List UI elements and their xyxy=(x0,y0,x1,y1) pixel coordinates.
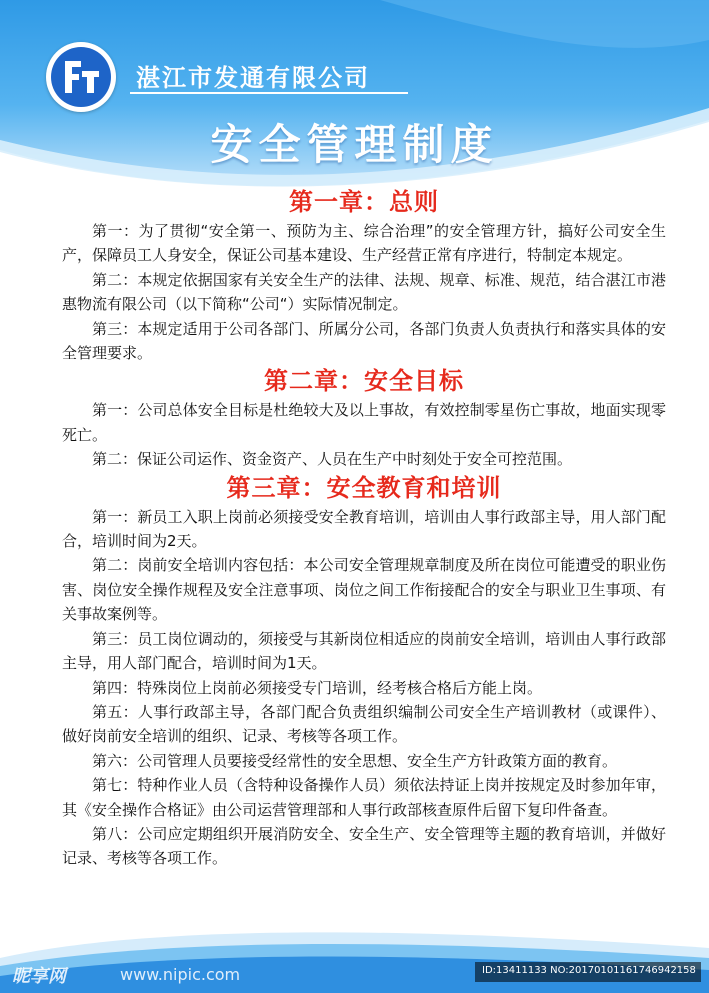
watermark-url: www.nipic.com xyxy=(120,965,241,984)
regulation-content xyxy=(62,186,666,871)
company-logo xyxy=(46,42,116,112)
company-name-underline xyxy=(130,92,408,94)
watermark-logo: 昵享网 xyxy=(12,966,66,987)
chapter-3-title: 第三章：安全教育和培训 xyxy=(226,473,502,502)
chapter-3-article-8: 第八：公司应定期组织开展消防安全、安全生产、安全管理等主题的教育培训，并做好记录、考核等各项工作。 xyxy=(62,824,666,868)
chapter-2-article-2: 第二：保证公司运作、资金资产、人员在生产中时刻处于安全可控范围。 xyxy=(92,450,573,469)
logo-ft-icon xyxy=(51,47,111,107)
chapter-1-article-3: 第三：本规定适用于公司各部门、所属分公司，各部门负责人负责执行和落实具体的安全管理要求。 xyxy=(62,319,666,363)
chapter-3-article-1: 第一：新员工入职上岗前必须接受安全教育培训，培训由人事行政部主导，用人部门配合，培训时间为2天。 xyxy=(62,507,666,551)
chapter-1-title: 第一章：总则 xyxy=(289,188,439,216)
chapter-3-article-5: 第五：人事行政部主导，各部门配合负责组织编制公司安全生产培训教材（或课件）、做好岗前安全培训的组织、记录、考核等各项工作。 xyxy=(62,702,666,746)
chapter-1-article-2: 第二：本规定依据国家有关安全生产的法律、法规、规章、标准、规范，结合湛江市港惠物流有限公司（以下简称“公司“）实际情况制定。 xyxy=(62,270,666,314)
chapter-3-article-4: 第四：特殊岗位上岗前必须接受专门培训，经考核合格后方能上岗。 xyxy=(92,678,543,697)
chapter-3-article-7: 第七：特种作业人员（含特种设备操作人员）须依法持证上岗并按规定及时参加年审，其《安全操作合格证》由公司运营管理部和人事行政部核查原件后留下复印件备查。 xyxy=(62,776,666,819)
chapter-2-title: 第二章：安全目标 xyxy=(264,367,464,396)
company-name: 湛江市发通有限公司 xyxy=(136,64,370,92)
image-id-text: ID:13411133 NO:20170101161746942158 xyxy=(482,965,696,976)
document-title: 安全管理制度 xyxy=(210,120,499,169)
chapter-3-article-6: 第六：公司管理人员要接受经常性的安全思想、安全生产方针政策方面的教育。 xyxy=(92,751,618,770)
chapter-3-article-3: 第三：员工岗位调动的，须接受与其新岗位相适应的岗前安全培训，培训由人事行政部主导，用人部门配合，培训时间为1天。 xyxy=(62,629,666,673)
chapter-2-article-1: 第一：公司总体安全目标是杜绝较大及以上事故，有效控制零星伤亡事故，地面实现零死亡。 xyxy=(62,401,666,444)
chapter-1-article-1: 第一：为了贯彻“安全第一、预防为主、综合治理”的安全管理方针，搞好公司安全生产，保障员工人身安全，保证公司基本建设、生产经营正常有序进行，特制定本规定。 xyxy=(62,222,666,265)
chapter-3-article-2: 第二：岗前安全培训内容包括：本公司安全管理规章制度及所在岗位可能遭受的职业伤害、岗位安全操作规程及安全注意事项、岗位之间工作衔接配合的安全与职业卫生事项、有关事故案例等。 xyxy=(62,556,666,624)
